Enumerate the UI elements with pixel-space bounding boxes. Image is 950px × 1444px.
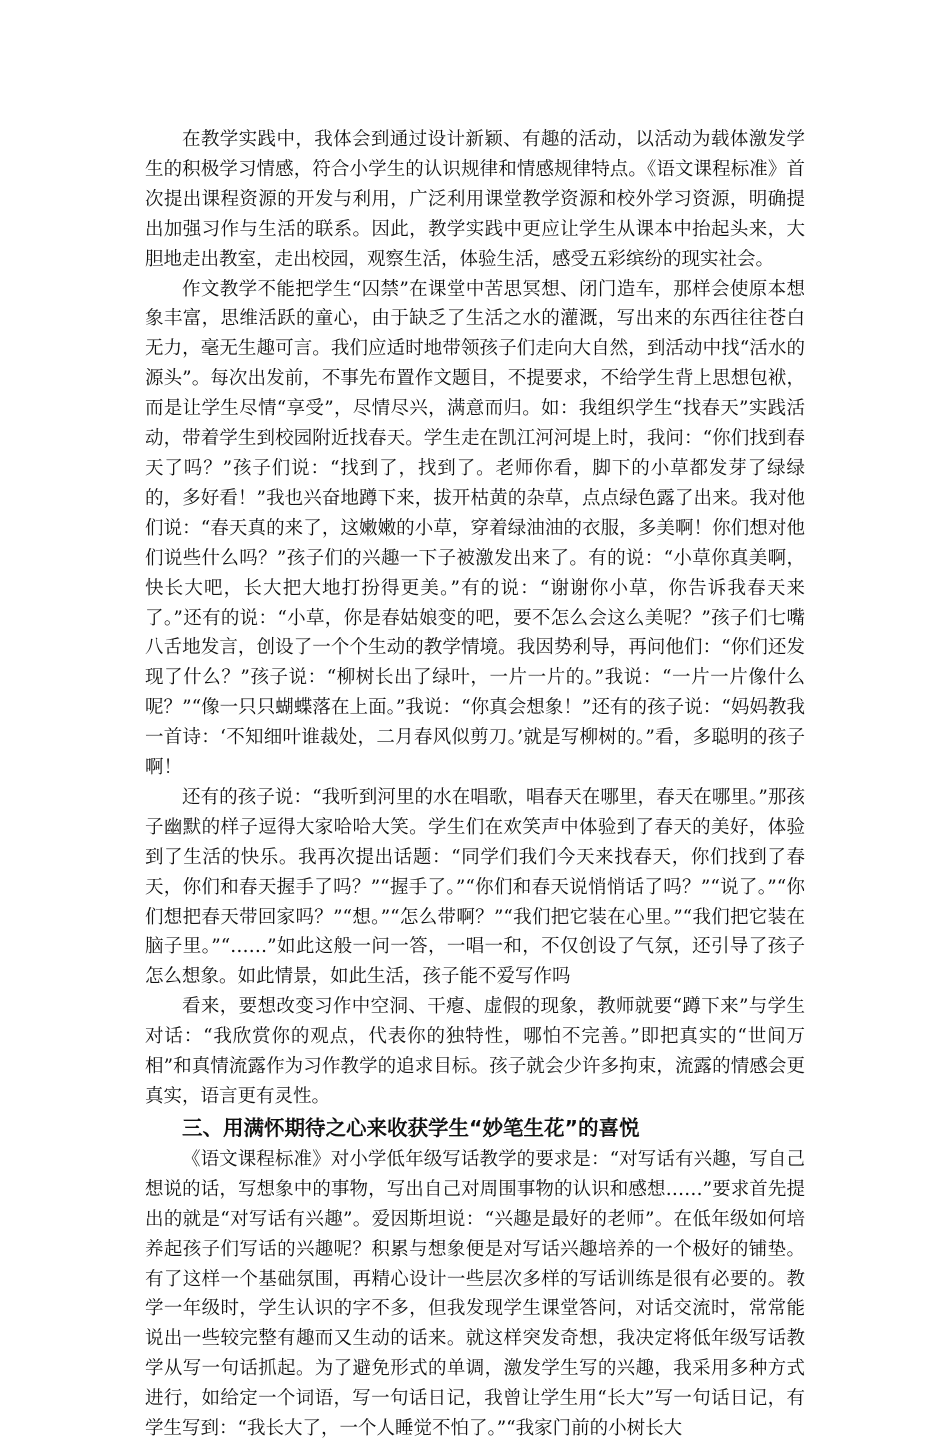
body-text (145, 125, 805, 1444)
paragraph-conclusion: 看来，要想改变习作中空洞、干瘪、虚假的现象，教师就要“蹲下来”与学生对话：“我欣赏你的观点，代表你的独特性，哪怕不完善。”即把真实的“世间万相”和真情流露作为习作教学的追求目标。孩子就会少许多拘束，流露的情感会更真实，语言更有灵性。 (145, 996, 805, 1107)
paragraph-children-dialogue: 还有的孩子说：“我听到河里的水在唱歌，唱春天在哪里，春天在哪里。”那孩子幽默的样子逗得大家哈哈大笑。学生们在欢笑声中体验到了春天的美好，体验到了生活的快乐。我再次提出话题：“同学们我们今天来找春天，你们找到了春天，你们和春天握手了吗？”“握手了。”“你们和春天说悄悄话了吗？”“说了。”“你们想把春天带回家吗？”“想。”“怎么带啊？”“我们把它装在心里。”“我们把它装在脑子里。”“……”如此这般一问一答，一唱一和，不仅创设了气氛，还引导了孩子怎么想象。如此情景，如此生活，孩子能不爱写作吗 (145, 786, 805, 988)
paragraph-find-spring-activity: 作文教学不能把学生“囚禁”在课堂中苦思冥想、闭门造车，那样会使原本想象丰富，思维活跃的童心，由于缺乏了生活之水的灌溉，写出来的东西往往苍白无力，毫无生趣可言。我们应适时地带领孩子们走向大自然，到活动中找“活水的源头”。每次出发前，不事先布置作文题目，不提要求，不给学生背上思想包袱，而是让学生尽情“享受”，尽情尽兴，满意而归。如：我组织学生“找春天”实践活动，带着学生到校园附近找春天。学生走在凯江河河堤上时，我问：“你们找到春天了吗？”孩子们说：“找到了，找到了。老师你看，脚下的小草都发芽了绿绿的，多好看！”我也兴奋地蹲下来，拔开枯黄的杂草，点点绿色露了出来。我对他们说：“春天真的来了，这嫩嫩的小草，穿着绿油油的衣服，多美啊！你们想对他们说些什么吗？”孩子们的兴趣一下子被激发出来了。有的说：“小草你真美啊，快长大吧，长大把大地打扮得更美。”有的说：“谢谢你小草，你告诉我春天来了。”还有的说：“小草，你是春姑娘变的吧，要不怎么会这么美呢？”孩子们七嘴八舌地发言，创设了一个个生动的教学情境。我因势利导，再问他们：“你们还发现了什么？”孩子说：“柳树长出了绿叶，一片一片的。”我说：“一片一片像什么呢？”“像一只只蝴蝶落在上面。”我说：“你真会想象！”还有的孩子说：“妈妈教我一首诗：‘不知细叶谁裁处，二月春风似剪刀。’就是写柳树的。”看，多聪明的孩子啊！ (145, 278, 805, 779)
paragraph-writing-interest: 《语文课程标准》对小学低年级写话教学的要求是：“对写话有兴趣，写自己想说的话，写想象中的事物，写出自己对周围事物的认识和感想……”要求首先提出的就是“对写话有兴趣”。爱因斯坦说：“兴趣是最好的老师”。在低年级如何培养起孩子们写话的兴趣呢？积累与想象便是对写话兴趣培养的一个极好的铺垫。有了这样一个基础氛围，再精心设计一些层次多样的写话训练是很有必要的。教学一年级时，学生认识的字不多，但我发现学生课堂答问，对话交流时，常常能说出一些较完整有趣而又生动的话来。就这样突发奇想，我决定将低年级写话教学从写一句话抓起。为了避免形式的单调，激发学生写的兴趣，我采用多种方式进行，如给定一个词语，写一句话日记，我曾让学生用“长大”写一句话日记，有学生写到：“我长大了，一个人睡觉不怕了。”“我家门前的小树长大 (145, 1148, 805, 1440)
section-heading: 三、用满怀期待之心来收获学生“妙笔生花”的喜悦 (182, 1115, 640, 1140)
paragraph-teaching-practice: 在教学实践中，我体会到通过设计新颖、有趣的活动，以活动为载体激发学生的积极学习情感，符合小学生的认识规律和情感规律特点。《语文课程标准》首次提出课程资源的开发与利用，广泛利用课堂教学资源和校外学习资源，明确提出加强习作与生活的联系。因此，教学实践中更应让学生从课本中抬起头来，大胆地走出教室，走出校园，观察生活，体验生活，感受五彩缤纷的现实社会。 (145, 129, 805, 270)
